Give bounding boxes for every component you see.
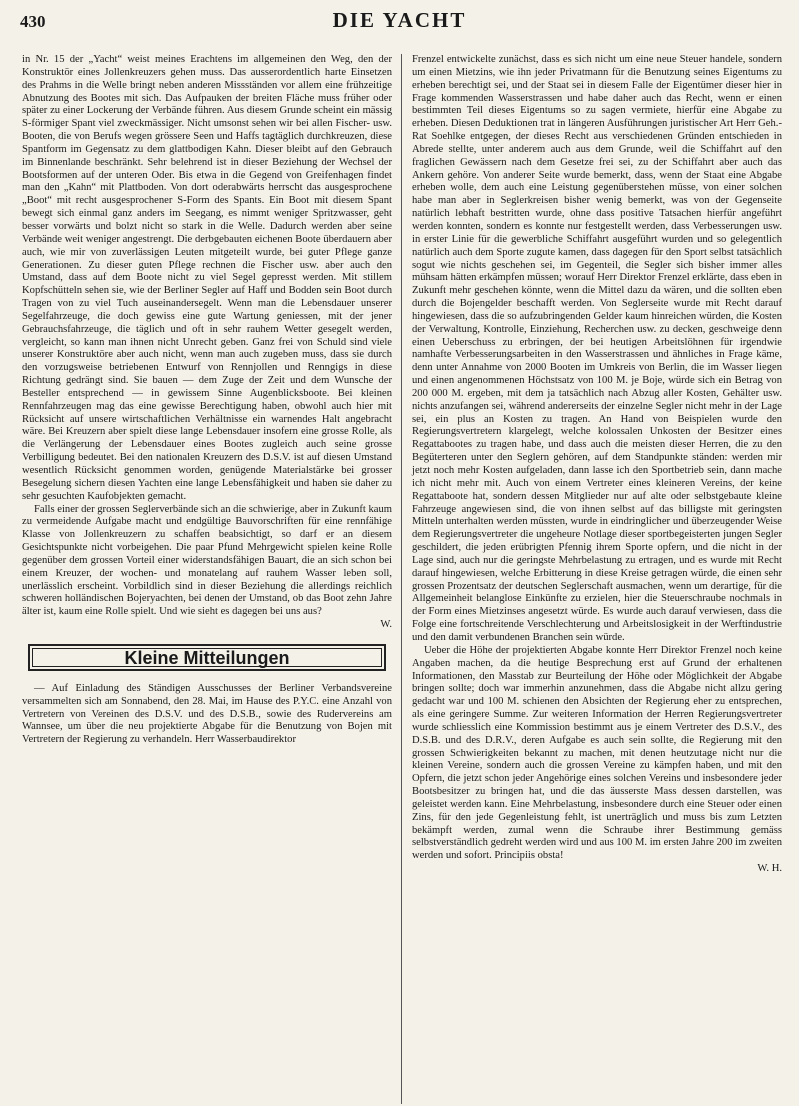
article-signature: W. H. — [757, 863, 782, 875]
article-paragraph: Frenzel entwickelte zunächst, dass es sich nicht um eine neue Steuer handele, sondern um einen Mietzins, wie ihn jeder Privatmann für die Benutzung seines Eigentums zu erheben berechtigt sei, und der Staat sei in diesem Falle der Eigentümer dieser hier in Frage kommenden Wasserstrassen und habe daher auch das Recht, wenn er einen bestimmten Teil dieses Eigentums so zu sagen vermiete, hierfür eine Abgabe zu erheben. Diesen Deduktionen trat in längeren Ausführungen juristischer Art Herr Geh.-Rat Soehlke entgegen, der dieses Recht aus verschiedenen Gründen entschieden in Abrede stellte, unter anderem auch aus dem Grunde, weil die Schiffahrt auf den fraglichen Gewässern nach dem Gesetze frei sei, zu der Schiffahrt aber auch das Ankern gehöre. Von anderer Seite wurde bemerkt, dass, wenn der Staat eine Abgabe erheben wolle, dem auch eine Leistung gegenüberstehen müsse, von einer solchen habe man aber in Seglerkreisen bisher wenig bemerkt, was von der Gegenseite natürlich lebhaft bestritten wurde, ohne dass positive Tatsachen hierfür angeführt werden konnten, sondern es konnte nur festgestellt werden, dass Verbesserungen usw. in erster Linie für die gewerbliche Schiffahrt ausgeführt wurden und so gelegentlich natürlich auch dem Sporte zugute kamen, dass dagegen für den Sport selbst tatsächlich sogut wie nichts geschehen sei, im Gegenteil, die Segler sich bisher immer alles mühsam hätten erkämpfen müssen; worauf Herr Direktor Frenzel erklärte, dass eben in Zukunft mehr geschehen könnte, wenn die Mittel dazu da wären, und die sollten eben durch die Bojengelder beschafft werden. Von Seglerseite wurde mit Recht darauf hingewiesen, dass die so aufzubringenden Gelder kaum hinreichen würden, die Kosten der Verwaltung, Kontrolle, Einziehung, Recherchen usw. zu decken, geschweige denn einen Ueberschuss zu erbringen, der bei heutigen Arbeitslöhnen für irgendwie namhafte Verbesserungsarbeiten in den Wasserstrassen und ähnliches in Frage käme, denn unter Annahme von 2000 Booten im Umkreis von Berlin, die im Wasser liegen und einen angenommenen Höchstsatz von 100 M. je Boje, würde sich ein Betrag von 200 000 M. ergeben, mit dem ja tatsächlich nach Abzug aller Kosten, Gehälter usw. nichts anzufangen sei, während andererseits der einzelne Segler nicht mehr in der Lage sei, ein plus an Kosten zu tragen. An Hand von Beispielen wurde den Regierungsvertretern klargelegt, welche kolossalen Unkosten der Besitzer eines Regattabootes zu tragen habe, und dass auch die meisten dieser Herren, die zu den Begüterteren unter den Seglern gehören, auf dem Standpunkte ständen: werden mir jetzt noch mehr Kosten aufgeladen, dann lasse ich den Sportbetrieb sein, dann mache ich nicht mehr mit. Auch von einem Vertreter eines kleineren Vereins, der keine Regattaboote hat, sondern dessen Mitglieder nur auf alte oder selbstgebaute kleine Fahrzeuge angewiesen sind, die von ihnen selbst auf das billigste mit geringsten Mitteln unterhalten werden müssten, wurde in eindringlicher und überzeugender Weise dem Regierungsvertreter die ungeheure Notlage dieser sportbegeisterten jungen Segler geschildert, die jeden erübrigten Pfennig ihrem Sporte opfern, und die nicht in der Lage sind, auch nur die geringste Mehrbelastung zu ertragen, und es wurde mit Recht darauf hingewiesen, welche Erbitterung in diese Kreise getragen würde, die einen sehr grossen Prozentsatz der deutschen Seglerschaft ausmachen, wenn um derartige, für die Allgemeinheit belanglose Einkünfte zu erzielen, hier die Steuerschraube nochmals in der Form eines Mietzinses angesetzt würde. Es wurde auch darauf verwiesen, dass die Folge eine fortschreitende Verschlechterung und Arbeitslosigkeit in der Werftindustrie und den damit verbundenen Branchen sein würde. — [412, 54, 782, 643]
left-column — [22, 54, 392, 747]
section-heading: Kleine Mitteilungen — [28, 644, 386, 671]
article-signature: W. — [380, 619, 392, 631]
article-paragraph: Ueber die Höhe der projektierten Abgabe konnte Herr Direktor Frenzel noch keine Angaben machen, da die heutige Besprechung erst auf Grund der erhaltenen Informationen, den Masstab zur Beurteilung der Höhe oder Möglichkeit der Abgabe bringen sollte; doch war immerhin anzunehmen, dass die Abgabe nicht allzu gering gedacht war und 100 M. schienen den Absichten der Regierung eher zu entsprechen, als eine geringere Summe. Zur weiteren Information der Herren Regierungsvertreter wurde schliesslich eine Kommission bestimmt aus je einem Vertreter des D.S.V., des D.S.B. und des D.R.V., deren Aufgabe es auch sein sollte, die Regierung mit den grossen Schwierigkeiten bekannt zu machen, mit denen heutzutage nicht nur die kleinen Vereine, sondern auch die grossen Vereine zu kämpfen haben, und mit den Opfern, die jetzt schon jeder Angehörige eines solchen Vereins und insbesondere jeder Bootsbesitzer zu bringen hat, und die das äusserste Mass dessen darstellen, was geleistet werden kann. Eine Mehrbelastung, insbesondere durch eine Steuer oder einen Zins, für den jede Gegenleistung fehlt, ist unerträglich und muss bis zum Letzten bekämpft werden, zumal wenn die Schraube ihrer Bestimmung gemäss selbstverständlich gedreht werden wird und aus 100 M. im ersten Jahre 200 im zweiten werden und sofort. Principiis obsta! — [412, 644, 782, 862]
section-paragraph: — Auf Einladung des Ständigen Ausschusses der Berliner Verbandsvereine versammelten sich am Sonnabend, den 28. Mai, im Hause des P.Y.C. eine Anzahl von Vertretern von Vereinen des D.S.V. und des D.S.B., sowie des Rudervereins am Wannsee, um über die neu projektierte Abgabe für die Benutzung von Bojen mit Vertretern der Regierung zu verhandeln. Herr Wasserbaudirektor — [22, 682, 392, 746]
article-paragraph: Falls einer der grossen Seglerverbände sich an die schwierige, aber in Zukunft kaum zu vermeidende Aufgabe macht und endgültige Bauvorschriften für eine rennfähige Klasse von Jollenkreuzern zu schaffen beabsichtigt, so darf er an diesem Gesichtspunkte nicht vorbeigehen. Die paar Pfund Mehrgewicht spielen keine Rolle gegenüber dem grossen Vorteil einer widerstandsfähigen Bauart, die an sich schon bei einem Kreuzer, der wochen- und monatelang auf rauhem Wasser leben soll, unerlässlich erscheint. Vorbildlich sind in dieser Beziehung die allerdings reichlich schweren holländischen Bojeryachten, bei denen der Umstand, ob das Boot zehn Jahre älter ist, kaum eine Rolle spielt. Und wie sieht es dagegen bei uns aus? — [22, 503, 393, 618]
running-title: DIE YACHT — [332, 8, 467, 32]
page-number: 430 — [20, 12, 46, 31]
article-paragraph: in Nr. 15 der „Yacht“ weist meines Erachtens im allgemeinen den Weg, den der Konstruktör eines Jollenkreuzers gehen muss. Das ausserordentlich harte Einsetzen des Prahms in die Welle bringt neben anderen Missständen vor allem eine frühzeitige Abnutzung des Bootes mit sich. Das Aufpauken der breiten Fläche muss früher oder später zu einer Lockerung der Verbände führen. Aus diesem Grunde scheint ein mässig S-förmiger Spant viel zweckmässiger. Nicht umsonst sehen wir bei allen Fischer- usw. Booten, die von Berufs wegen grössere Seen und Haffs tagtäglich durchkreuzen, diese Spantform im Gegensatz zu dem glattbodigen Kahn. Dieser bleibt auf den Gebrauch im Binnenlande beschränkt. Sehr belehrend ist in dieser Beziehung der Wechsel der Bootsformen auf der unteren Oder. Bis etwa in die Gegend von Greifenhagen findet man den „Kahn“ mit Plattboden. Von dort oderabwärts herrscht das ausgesprochene „Boot“ mit recht ausgesprochener S-Form des Spants. Ein Boot mit diesem Spant bewegt sich einmal ganz anders im Seegang, es nimmt weniger Spritzwasser, geht besser vorwärts und bolzt nicht so stark in die Welle. Dadurch werden aber seine Verbände weit weniger angestrengt. Die derbgebauten eichenen Boote überdauern aber auch, wie mir von zuverlässigen Leuten mitgeteilt wurde, bei guter Pflege ganze Generationen. Zu dieser guten Pflege rechnen die Fischer usw. aber auch den Umstand, dass auf dem Boote nicht zu viel Segel gepresst werden. Mit stillem Kopfschütteln sehen sie, wie der Berliner Segler auf Haff und Bodden sein Boot durch Tragen von zu viel Tuch auseinandersegelt. Wenn man die Lebensdauer unserer Segelfahrzeuge, die doch gewiss eine gute Wartung geniessen, mit der jener Gebrauchsfahrzeuge, die täglich und oft in sehr rauhem Wetter gesegelt werden, vergleicht, so kann man ihnen nicht Unrecht geben. Ganz frei von Schuld sind viele unserer Konstruktöre aber auch nicht, wenn man auch zugeben muss, dass sie durch den vorzugsweise betriebenen Entwurf von Rennjollen und Renngigs in diese Richtung gedrängt sind. Sie bauen — dem Zuge der Zeit und dem Wunsche der Besteller entsprechend — in gewissem Sinne Augenblicksboote. Bei kleinen Rennfahrzeugen mag das eine gewisse Berechtigung haben, obwohl auch hier mit Rücksicht auf unsere wirtschaftlichen Verhältnisse ein warnendes Halt angebracht wäre. Bei Kreuzern aber spielt diese lange Lebensdauer insofern eine grosse Rolle, als die Verlängerung der Lebensdauer eines Bootes zugleich auch seine grosse Verbilligung bedeutet. Bei den nationalen Kreuzern des D.S.V. ist auf diesen Umstand wesentlich Rücksicht genommen worden, genügende Materialstärke bei grosser Besegelung sichern diesen Yachten eine lange Lebensfähigkeit und haben sie daher zu sehr gesuchten Kaufobjekten gemacht. — [22, 54, 392, 502]
right-column — [412, 54, 782, 876]
column-divider — [401, 54, 402, 1104]
